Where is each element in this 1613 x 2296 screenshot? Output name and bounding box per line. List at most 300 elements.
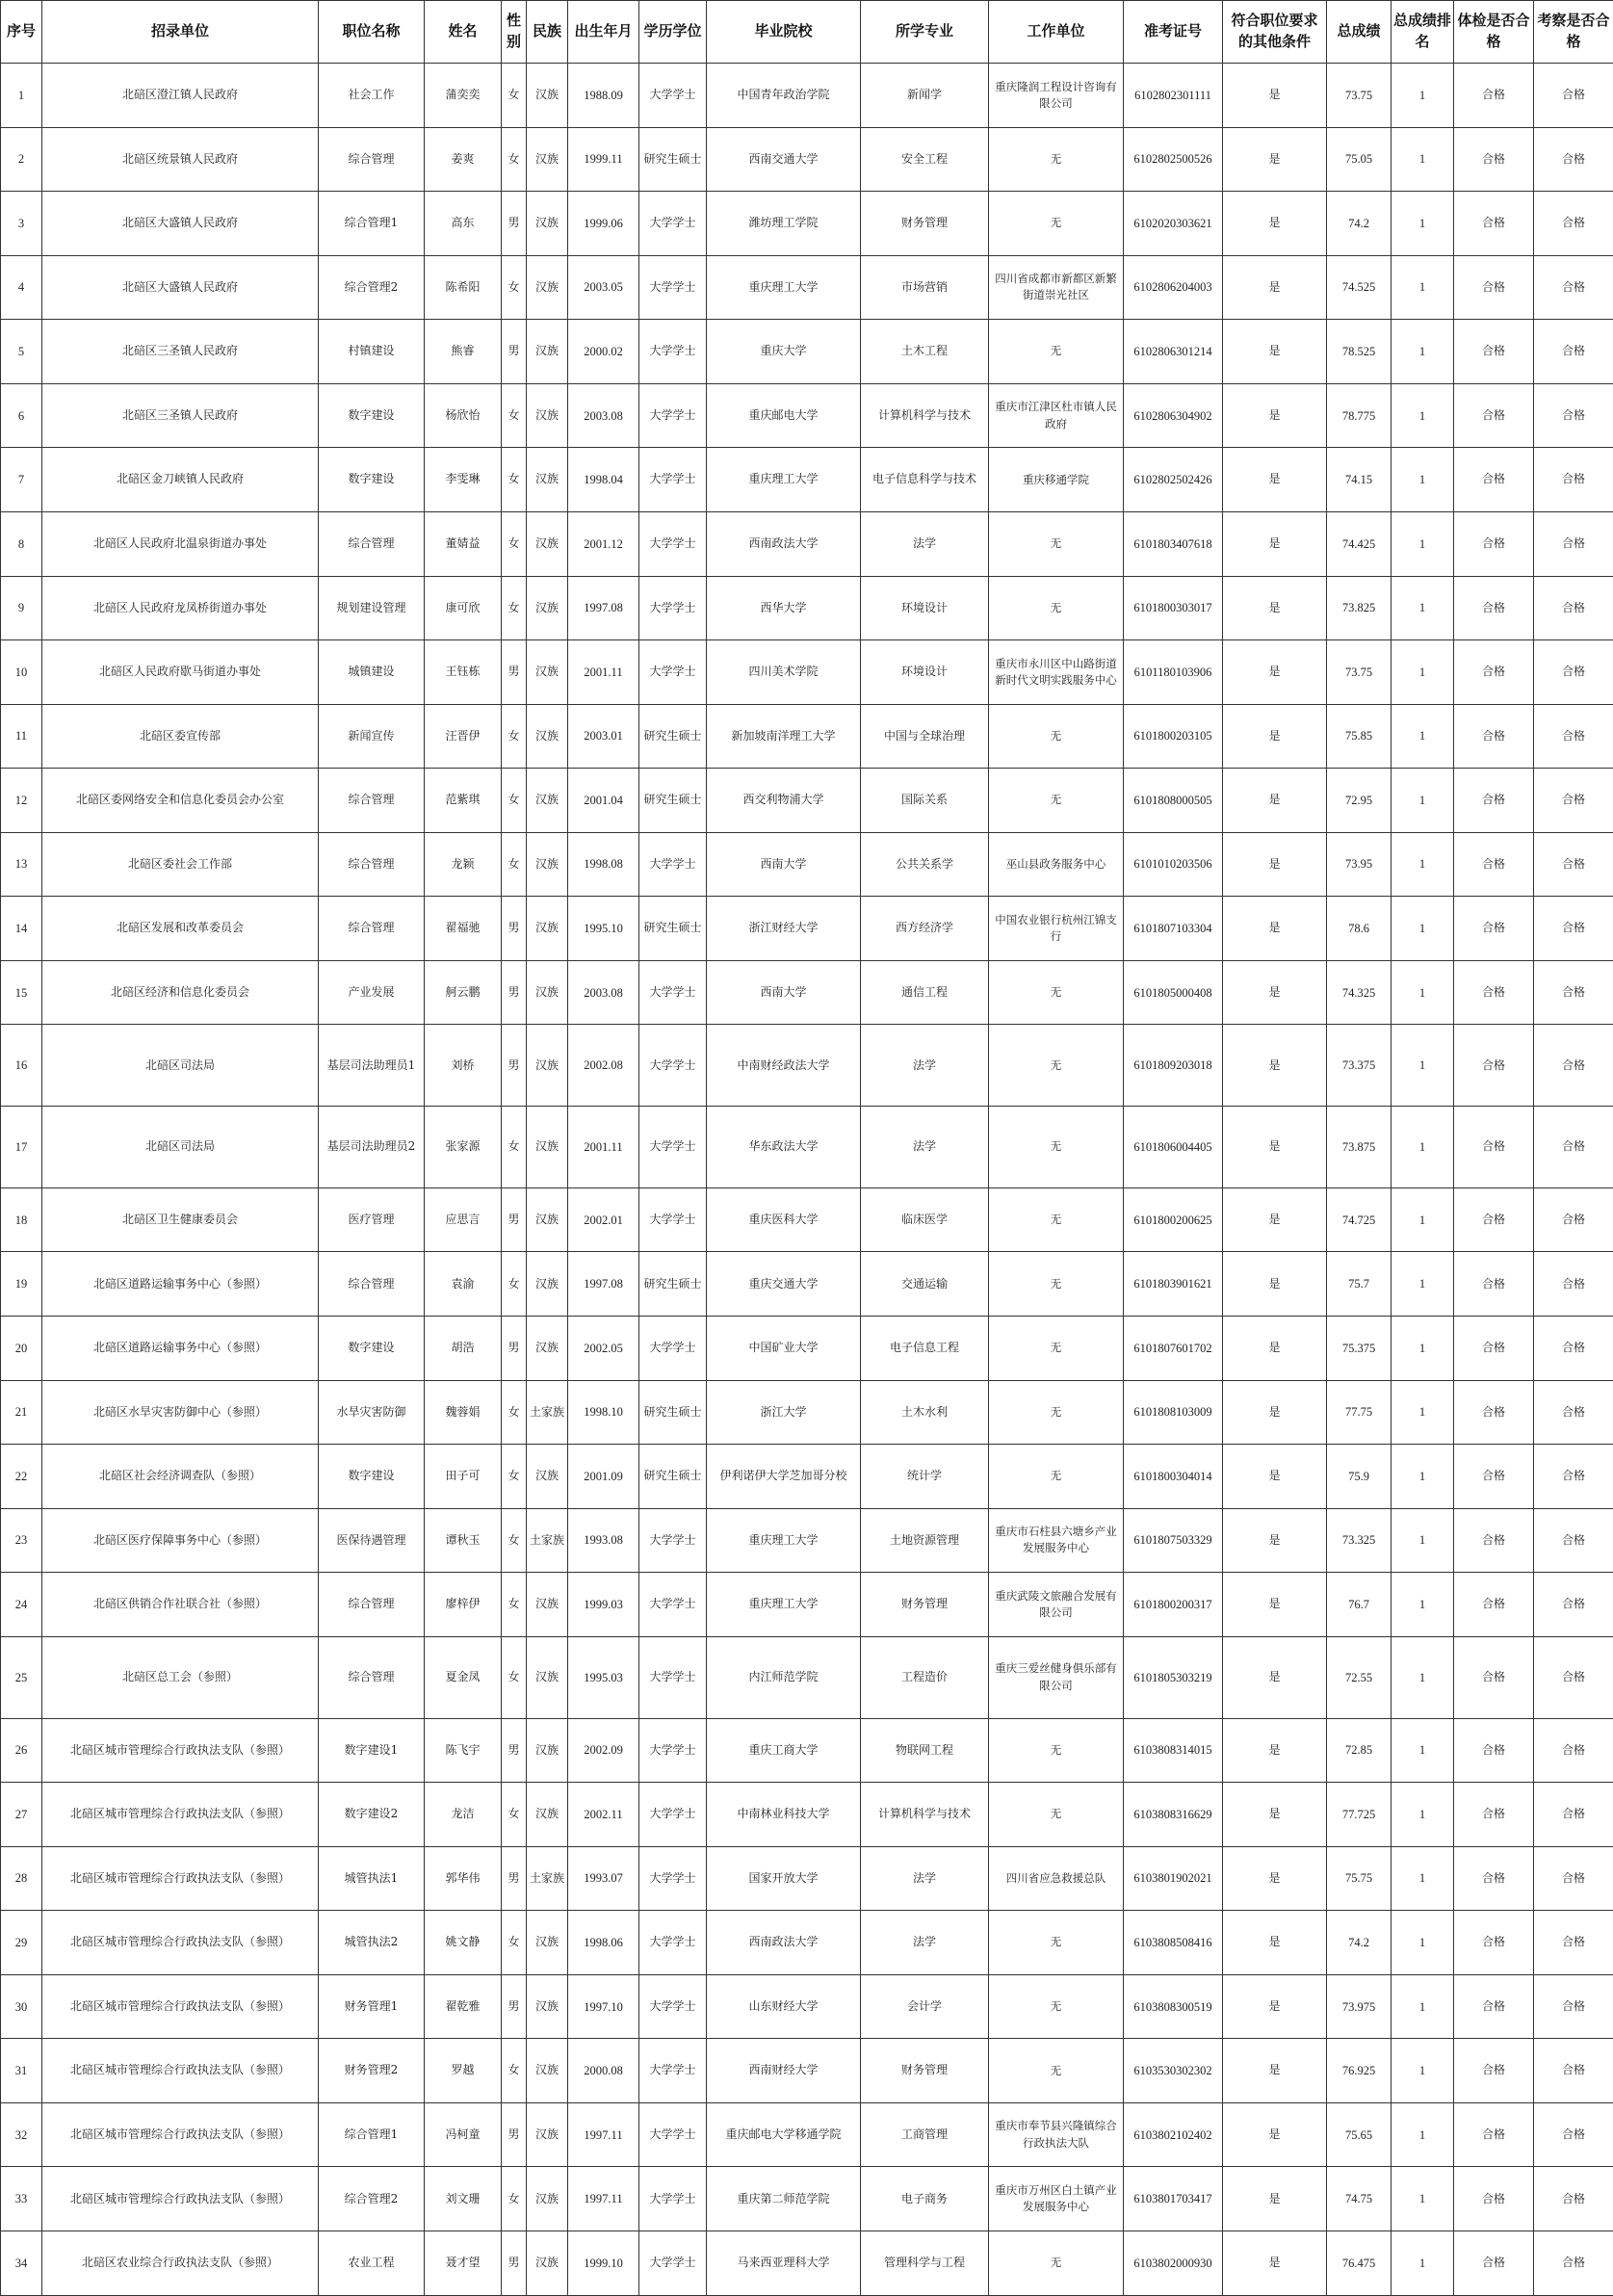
recruiting-unit-cell: 北碚区总工会（参照） (42, 1636, 319, 1718)
education-degree-cell: 大学学士 (639, 1846, 707, 1911)
medical-exam-result-cell: 合格 (1454, 383, 1534, 448)
total-score-cell: 72.85 (1327, 1718, 1392, 1783)
gender-cell: 女 (502, 1107, 527, 1188)
score-rank-cell: 1 (1392, 1508, 1454, 1573)
other-requirements-cell: 是 (1223, 1380, 1327, 1445)
gender-cell: 女 (502, 576, 527, 640)
major-cell: 电子信息科学与技术 (861, 448, 989, 512)
inspection-result-cell: 合格 (1534, 448, 1613, 512)
other-requirements-cell: 是 (1223, 1445, 1327, 1509)
education-degree-cell: 大学学士 (639, 320, 707, 384)
ethnicity-cell: 汉族 (527, 640, 568, 705)
serial-number-cell: 6 (1, 383, 42, 448)
score-rank-cell: 1 (1392, 1846, 1454, 1911)
position-name-cell: 综合管理 (319, 832, 425, 897)
birth-date-cell: 2001.04 (568, 769, 639, 833)
recruiting-unit-cell: 北碚区医疗保障事务中心（参照） (42, 1508, 319, 1573)
header-education-degree: 学历学位 (639, 1, 707, 64)
other-requirements-cell: 是 (1223, 1025, 1327, 1107)
work-unit-cell: 巫山县政务服务中心 (989, 832, 1124, 897)
total-score-cell: 72.95 (1327, 769, 1392, 833)
recruiting-unit-cell: 北碚区人民政府龙凤桥街道办事处 (42, 576, 319, 640)
education-degree-cell: 大学学士 (639, 2039, 707, 2103)
inspection-result-cell: 合格 (1534, 2231, 1613, 2296)
education-degree-cell: 大学学士 (639, 192, 707, 256)
position-name-cell: 数字建设 (319, 1445, 425, 1509)
work-unit-cell: 无 (989, 769, 1124, 833)
serial-number-cell: 4 (1, 255, 42, 320)
recruiting-unit-cell: 北碚区司法局 (42, 1107, 319, 1188)
other-requirements-cell: 是 (1223, 320, 1327, 384)
education-degree-cell: 大学学士 (639, 2167, 707, 2231)
total-score-cell: 75.9 (1327, 1445, 1392, 1509)
medical-exam-result-cell: 合格 (1454, 1573, 1534, 1637)
score-rank-cell: 1 (1392, 769, 1454, 833)
total-score-cell: 75.05 (1327, 127, 1392, 192)
other-requirements-cell: 是 (1223, 704, 1327, 769)
birth-date-cell: 2001.11 (568, 640, 639, 705)
other-requirements-cell: 是 (1223, 769, 1327, 833)
inspection-result-cell: 合格 (1534, 640, 1613, 705)
position-name-cell: 综合管理 (319, 1636, 425, 1718)
person-name-cell: 王钰栋 (425, 640, 502, 705)
score-rank-cell: 1 (1392, 1252, 1454, 1317)
graduate-school-cell: 新加坡南洋理工大学 (707, 704, 861, 769)
table-row (1, 448, 1613, 512)
exam-ticket-number-cell: 6102802301111 (1124, 64, 1223, 128)
gender-cell: 女 (502, 2039, 527, 2103)
person-name-cell: 田子可 (425, 1445, 502, 1509)
position-name-cell: 数字建设1 (319, 1718, 425, 1783)
work-unit-cell: 无 (989, 1445, 1124, 1509)
graduate-school-cell: 西南大学 (707, 832, 861, 897)
education-degree-cell: 大学学士 (639, 448, 707, 512)
position-name-cell: 基层司法助理员2 (319, 1107, 425, 1188)
inspection-result-cell: 合格 (1534, 192, 1613, 256)
inspection-result-cell: 合格 (1534, 1911, 1613, 1975)
birth-date-cell: 2003.05 (568, 255, 639, 320)
position-name-cell: 财务管理1 (319, 1974, 425, 2039)
position-name-cell: 农业工程 (319, 2231, 425, 2296)
exam-ticket-number-cell: 6101800303017 (1124, 576, 1223, 640)
inspection-result-cell: 合格 (1534, 1107, 1613, 1188)
recruiting-unit-cell: 北碚区大盛镇人民政府 (42, 255, 319, 320)
ethnicity-cell: 汉族 (527, 448, 568, 512)
gender-cell: 女 (502, 1508, 527, 1573)
graduate-school-cell: 西南政法大学 (707, 511, 861, 576)
major-cell: 电子商务 (861, 2167, 989, 2231)
education-degree-cell: 大学学士 (639, 255, 707, 320)
graduate-school-cell: 内江师范学院 (707, 1636, 861, 1718)
position-name-cell: 医疗管理 (319, 1187, 425, 1252)
education-degree-cell: 大学学士 (639, 640, 707, 705)
recruiting-unit-cell: 北碚区澄江镇人民政府 (42, 64, 319, 128)
graduate-school-cell: 中南林业科技大学 (707, 1783, 861, 1847)
inspection-result-cell: 合格 (1534, 1252, 1613, 1317)
work-unit-cell: 四川省成都市新都区新繁街道崇光社区 (989, 255, 1124, 320)
table-row (1, 960, 1613, 1025)
serial-number-cell: 24 (1, 1573, 42, 1637)
recruiting-unit-cell: 北碚区道路运输事务中心（参照） (42, 1317, 319, 1381)
score-rank-cell: 1 (1392, 2102, 1454, 2167)
major-cell: 公共关系学 (861, 832, 989, 897)
ethnicity-cell: 土家族 (527, 1846, 568, 1911)
total-score-cell: 72.55 (1327, 1636, 1392, 1718)
major-cell: 电子信息工程 (861, 1317, 989, 1381)
position-name-cell: 综合管理1 (319, 2102, 425, 2167)
work-unit-cell: 无 (989, 960, 1124, 1025)
ethnicity-cell: 汉族 (527, 1317, 568, 1381)
total-score-cell: 75.7 (1327, 1252, 1392, 1317)
other-requirements-cell: 是 (1223, 1107, 1327, 1188)
major-cell: 环境设计 (861, 576, 989, 640)
exam-ticket-number-cell: 6101807103304 (1124, 897, 1223, 961)
recruiting-unit-cell: 北碚区城市管理综合行政执法支队（参照） (42, 1911, 319, 1975)
medical-exam-result-cell: 合格 (1454, 2231, 1534, 2296)
exam-ticket-number-cell: 6103802000930 (1124, 2231, 1223, 2296)
gender-cell: 女 (502, 255, 527, 320)
birth-date-cell: 1998.08 (568, 832, 639, 897)
education-degree-cell: 大学学士 (639, 1187, 707, 1252)
birth-date-cell: 2002.09 (568, 1718, 639, 1783)
position-name-cell: 综合管理 (319, 1573, 425, 1637)
birth-date-cell: 2001.12 (568, 511, 639, 576)
gender-cell: 男 (502, 1718, 527, 1783)
score-rank-cell: 1 (1392, 192, 1454, 256)
medical-exam-result-cell: 合格 (1454, 640, 1534, 705)
header-major: 所学专业 (861, 1, 989, 64)
major-cell: 计算机科学与技术 (861, 383, 989, 448)
ethnicity-cell: 汉族 (527, 832, 568, 897)
score-rank-cell: 1 (1392, 1974, 1454, 2039)
table-row (1, 1846, 1613, 1911)
education-degree-cell: 大学学士 (639, 64, 707, 128)
recruiting-unit-cell: 北碚区统景镇人民政府 (42, 127, 319, 192)
total-score-cell: 75.85 (1327, 704, 1392, 769)
table-row (1, 127, 1613, 192)
exam-ticket-number-cell: 6103808314015 (1124, 1718, 1223, 1783)
exam-ticket-number-cell: 6103808508416 (1124, 1911, 1223, 1975)
person-name-cell: 刘文珊 (425, 2167, 502, 2231)
medical-exam-result-cell: 合格 (1454, 255, 1534, 320)
graduate-school-cell: 国家开放大学 (707, 1846, 861, 1911)
graduate-school-cell: 重庆医科大学 (707, 1187, 861, 1252)
total-score-cell: 73.75 (1327, 64, 1392, 128)
person-name-cell: 陈飞宇 (425, 1718, 502, 1783)
graduate-school-cell: 浙江财经大学 (707, 897, 861, 961)
graduate-school-cell: 重庆大学 (707, 320, 861, 384)
table-row (1, 1911, 1613, 1975)
inspection-result-cell: 合格 (1534, 704, 1613, 769)
serial-number-cell: 3 (1, 192, 42, 256)
medical-exam-result-cell: 合格 (1454, 2039, 1534, 2103)
header-gender: 性别 (502, 1, 527, 64)
table-row (1, 383, 1613, 448)
total-score-cell: 78.525 (1327, 320, 1392, 384)
education-degree-cell: 大学学士 (639, 2102, 707, 2167)
graduate-school-cell: 浙江大学 (707, 1380, 861, 1445)
gender-cell: 男 (502, 1846, 527, 1911)
score-rank-cell: 1 (1392, 64, 1454, 128)
birth-date-cell: 2002.01 (568, 1187, 639, 1252)
total-score-cell: 73.95 (1327, 832, 1392, 897)
person-name-cell: 龙颖 (425, 832, 502, 897)
total-score-cell: 78.6 (1327, 897, 1392, 961)
position-name-cell: 综合管理 (319, 511, 425, 576)
other-requirements-cell: 是 (1223, 1508, 1327, 1573)
table-row (1, 1187, 1613, 1252)
ethnicity-cell: 汉族 (527, 1445, 568, 1509)
score-rank-cell: 1 (1392, 2039, 1454, 2103)
inspection-result-cell: 合格 (1534, 769, 1613, 833)
position-name-cell: 综合管理 (319, 127, 425, 192)
gender-cell: 男 (502, 1187, 527, 1252)
other-requirements-cell: 是 (1223, 1783, 1327, 1847)
score-rank-cell: 1 (1392, 1718, 1454, 1783)
medical-exam-result-cell: 合格 (1454, 1380, 1534, 1445)
recruiting-unit-cell: 北碚区司法局 (42, 1025, 319, 1107)
gender-cell: 男 (502, 320, 527, 384)
other-requirements-cell: 是 (1223, 2039, 1327, 2103)
total-score-cell: 74.75 (1327, 2167, 1392, 2231)
other-requirements-cell: 是 (1223, 1573, 1327, 1637)
serial-number-cell: 22 (1, 1445, 42, 1509)
exam-ticket-number-cell: 6101807503329 (1124, 1508, 1223, 1573)
serial-number-cell: 16 (1, 1025, 42, 1107)
exam-ticket-number-cell: 6103802102402 (1124, 2102, 1223, 2167)
table-row (1, 192, 1613, 256)
table-row (1, 1252, 1613, 1317)
exam-ticket-number-cell: 6101800203105 (1124, 704, 1223, 769)
recruiting-unit-cell: 北碚区经济和信息化委员会 (42, 960, 319, 1025)
recruiting-unit-cell: 北碚区金刀峡镇人民政府 (42, 448, 319, 512)
medical-exam-result-cell: 合格 (1454, 1508, 1534, 1573)
person-name-cell: 姜爽 (425, 127, 502, 192)
score-rank-cell: 1 (1392, 1783, 1454, 1847)
ethnicity-cell: 土家族 (527, 1508, 568, 1573)
medical-exam-result-cell: 合格 (1454, 832, 1534, 897)
person-name-cell: 龙洁 (425, 1783, 502, 1847)
birth-date-cell: 1997.08 (568, 1252, 639, 1317)
header-recruiting-unit: 招录单位 (42, 1, 319, 64)
serial-number-cell: 13 (1, 832, 42, 897)
person-name-cell: 李雯琳 (425, 448, 502, 512)
medical-exam-result-cell: 合格 (1454, 769, 1534, 833)
major-cell: 会计学 (861, 1974, 989, 2039)
inspection-result-cell: 合格 (1534, 1718, 1613, 1783)
person-name-cell: 袁渝 (425, 1252, 502, 1317)
ethnicity-cell: 汉族 (527, 511, 568, 576)
table-row (1, 1317, 1613, 1381)
header-total-score: 总成绩 (1327, 1, 1392, 64)
person-name-cell: 陈希阳 (425, 255, 502, 320)
score-rank-cell: 1 (1392, 576, 1454, 640)
inspection-result-cell: 合格 (1534, 2102, 1613, 2167)
serial-number-cell: 9 (1, 576, 42, 640)
person-name-cell: 蒲奕奕 (425, 64, 502, 128)
table-row (1, 1025, 1613, 1107)
total-score-cell: 76.7 (1327, 1573, 1392, 1637)
recruiting-unit-cell: 北碚区城市管理综合行政执法支队（参照） (42, 1974, 319, 2039)
major-cell: 土地资源管理 (861, 1508, 989, 1573)
work-unit-cell: 重庆隆润工程设计咨询有限公司 (989, 64, 1124, 128)
work-unit-cell: 重庆武陵文旅融合发展有限公司 (989, 1573, 1124, 1637)
total-score-cell: 73.375 (1327, 1025, 1392, 1107)
header-serial-number: 序号 (1, 1, 42, 64)
education-degree-cell: 大学学士 (639, 960, 707, 1025)
recruiting-unit-cell: 北碚区城市管理综合行政执法支队（参照） (42, 1718, 319, 1783)
recruiting-unit-cell: 北碚区委宣传部 (42, 704, 319, 769)
ethnicity-cell: 汉族 (527, 960, 568, 1025)
serial-number-cell: 30 (1, 1974, 42, 2039)
recruiting-unit-cell: 北碚区委社会工作部 (42, 832, 319, 897)
birth-date-cell: 2000.08 (568, 2039, 639, 2103)
education-degree-cell: 大学学士 (639, 1508, 707, 1573)
position-name-cell: 基层司法助理员1 (319, 1025, 425, 1107)
score-rank-cell: 1 (1392, 2167, 1454, 2231)
exam-ticket-number-cell: 6102802500526 (1124, 127, 1223, 192)
graduate-school-cell: 西华大学 (707, 576, 861, 640)
graduate-school-cell: 西交利物浦大学 (707, 769, 861, 833)
work-unit-cell: 无 (989, 1025, 1124, 1107)
exam-ticket-number-cell: 6102806301214 (1124, 320, 1223, 384)
medical-exam-result-cell: 合格 (1454, 127, 1534, 192)
major-cell: 工商管理 (861, 2102, 989, 2167)
birth-date-cell: 1997.11 (568, 2167, 639, 2231)
total-score-cell: 76.925 (1327, 2039, 1392, 2103)
table-row (1, 1380, 1613, 1445)
work-unit-cell: 重庆移通学院 (989, 448, 1124, 512)
ethnicity-cell: 汉族 (527, 1911, 568, 1975)
score-rank-cell: 1 (1392, 1573, 1454, 1637)
total-score-cell: 73.875 (1327, 1107, 1392, 1188)
education-degree-cell: 研究生硕士 (639, 1445, 707, 1509)
inspection-result-cell: 合格 (1534, 1974, 1613, 2039)
person-name-cell: 郭华伟 (425, 1846, 502, 1911)
position-name-cell: 综合管理 (319, 897, 425, 961)
education-degree-cell: 研究生硕士 (639, 769, 707, 833)
serial-number-cell: 12 (1, 769, 42, 833)
other-requirements-cell: 是 (1223, 576, 1327, 640)
medical-exam-result-cell: 合格 (1454, 1783, 1534, 1847)
graduate-school-cell: 重庆工商大学 (707, 1718, 861, 1783)
position-name-cell: 村镇建设 (319, 320, 425, 384)
score-rank-cell: 1 (1392, 127, 1454, 192)
header-score-rank: 总成绩排名 (1392, 1, 1454, 64)
person-name-cell: 胡浩 (425, 1317, 502, 1381)
work-unit-cell: 无 (989, 1718, 1124, 1783)
person-name-cell: 姚文静 (425, 1911, 502, 1975)
graduate-school-cell: 西南大学 (707, 960, 861, 1025)
exam-ticket-number-cell: 6101808103009 (1124, 1380, 1223, 1445)
major-cell: 财务管理 (861, 192, 989, 256)
graduate-school-cell: 重庆理工大学 (707, 1508, 861, 1573)
table-body (1, 64, 1613, 2296)
position-name-cell: 数字建设 (319, 448, 425, 512)
gender-cell: 女 (502, 1380, 527, 1445)
ethnicity-cell: 汉族 (527, 2102, 568, 2167)
recruiting-unit-cell: 北碚区城市管理综合行政执法支队（参照） (42, 2039, 319, 2103)
serial-number-cell: 14 (1, 897, 42, 961)
table-row (1, 511, 1613, 576)
inspection-result-cell: 合格 (1534, 1445, 1613, 1509)
inspection-result-cell: 合格 (1534, 511, 1613, 576)
person-name-cell: 冯柯童 (425, 2102, 502, 2167)
position-name-cell: 城镇建设 (319, 640, 425, 705)
position-name-cell: 水旱灾害防御 (319, 1380, 425, 1445)
header-inspection-result: 考察是否合格 (1534, 1, 1613, 64)
work-unit-cell: 无 (989, 576, 1124, 640)
inspection-result-cell: 合格 (1534, 2167, 1613, 2231)
graduate-school-cell: 重庆交通大学 (707, 1252, 861, 1317)
header-graduate-school: 毕业院校 (707, 1, 861, 64)
work-unit-cell: 无 (989, 1187, 1124, 1252)
total-score-cell: 74.525 (1327, 255, 1392, 320)
graduate-school-cell: 重庆理工大学 (707, 255, 861, 320)
medical-exam-result-cell: 合格 (1454, 960, 1534, 1025)
work-unit-cell: 重庆市奉节县兴隆镇综合行政执法大队 (989, 2102, 1124, 2167)
score-rank-cell: 1 (1392, 383, 1454, 448)
person-name-cell: 杨欣怡 (425, 383, 502, 448)
work-unit-cell: 四川省应急救援总队 (989, 1846, 1124, 1911)
header-birth-date: 出生年月 (568, 1, 639, 64)
birth-date-cell: 2001.09 (568, 1445, 639, 1509)
score-rank-cell: 1 (1392, 448, 1454, 512)
recruiting-unit-cell: 北碚区水旱灾害防御中心（参照） (42, 1380, 319, 1445)
exam-ticket-number-cell: 6101803407618 (1124, 511, 1223, 576)
major-cell: 法学 (861, 1107, 989, 1188)
graduate-school-cell: 西南财经大学 (707, 2039, 861, 2103)
table-row (1, 320, 1613, 384)
gender-cell: 女 (502, 769, 527, 833)
birth-date-cell: 2003.01 (568, 704, 639, 769)
medical-exam-result-cell: 合格 (1454, 704, 1534, 769)
ethnicity-cell: 汉族 (527, 897, 568, 961)
table-row (1, 640, 1613, 705)
position-name-cell: 综合管理2 (319, 255, 425, 320)
gender-cell: 女 (502, 1911, 527, 1975)
graduate-school-cell: 伊利诺伊大学芝加哥分校 (707, 1445, 861, 1509)
score-rank-cell: 1 (1392, 1025, 1454, 1107)
ethnicity-cell: 汉族 (527, 192, 568, 256)
serial-number-cell: 1 (1, 64, 42, 128)
birth-date-cell: 2003.08 (568, 383, 639, 448)
ethnicity-cell: 汉族 (527, 2167, 568, 2231)
work-unit-cell: 无 (989, 1974, 1124, 2039)
total-score-cell: 73.75 (1327, 640, 1392, 705)
recruiting-unit-cell: 北碚区人民政府北温泉街道办事处 (42, 511, 319, 576)
position-name-cell: 规划建设管理 (319, 576, 425, 640)
table-row (1, 704, 1613, 769)
position-name-cell: 城管执法1 (319, 1846, 425, 1911)
table-row (1, 2039, 1613, 2103)
ethnicity-cell: 汉族 (527, 1783, 568, 1847)
recruiting-unit-cell: 北碚区农业综合行政执法支队（参照） (42, 2231, 319, 2296)
score-rank-cell: 1 (1392, 1636, 1454, 1718)
medical-exam-result-cell: 合格 (1454, 2102, 1534, 2167)
education-degree-cell: 大学学士 (639, 1317, 707, 1381)
serial-number-cell: 15 (1, 960, 42, 1025)
score-rank-cell: 1 (1392, 1317, 1454, 1381)
total-score-cell: 77.725 (1327, 1783, 1392, 1847)
major-cell: 法学 (861, 1025, 989, 1107)
header-position-name: 职位名称 (319, 1, 425, 64)
recruiting-unit-cell: 北碚区委网络安全和信息化委员会办公室 (42, 769, 319, 833)
major-cell: 市场营销 (861, 255, 989, 320)
medical-exam-result-cell: 合格 (1454, 448, 1534, 512)
ethnicity-cell: 汉族 (527, 1252, 568, 1317)
education-degree-cell: 研究生硕士 (639, 127, 707, 192)
